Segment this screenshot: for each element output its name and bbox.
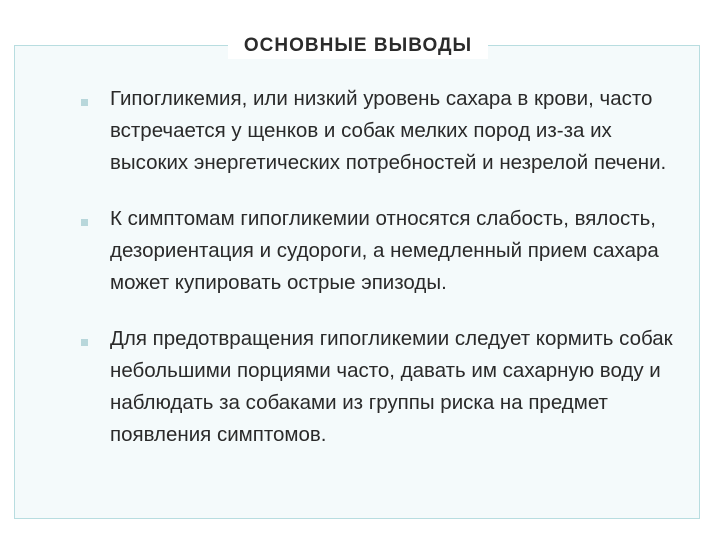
list-item-text: Гипогликемия, или низкий уровень сахара в крови, часто встречается у щенков и собак мелких пород из-за их высоких энергетических потребностей и незрелой печени. xyxy=(110,87,667,174)
list-item-text: Для предотвращения гипогликемии следует кормить собак небольшими порциями часто, давать им сахарную воду и наблюдать за собаками из группы риска на предмет появления симптомов. xyxy=(110,327,673,446)
list-item-text: К симптомам гипогликемии относятся слабость, вялость, дезориентация и судороги, а немедленный прием сахара может купировать острые эпизоды. xyxy=(110,207,659,294)
square-bullet-icon xyxy=(81,339,88,346)
square-bullet-icon xyxy=(81,219,88,226)
square-bullet-icon xyxy=(81,99,88,106)
list-item xyxy=(0,83,716,179)
list-item xyxy=(0,323,716,451)
takeaways-list xyxy=(0,83,716,475)
card-heading: ОСНОВНЫЕ ВЫВОДЫ xyxy=(228,33,488,59)
list-item xyxy=(0,203,716,299)
heading-wrapper xyxy=(0,33,716,59)
